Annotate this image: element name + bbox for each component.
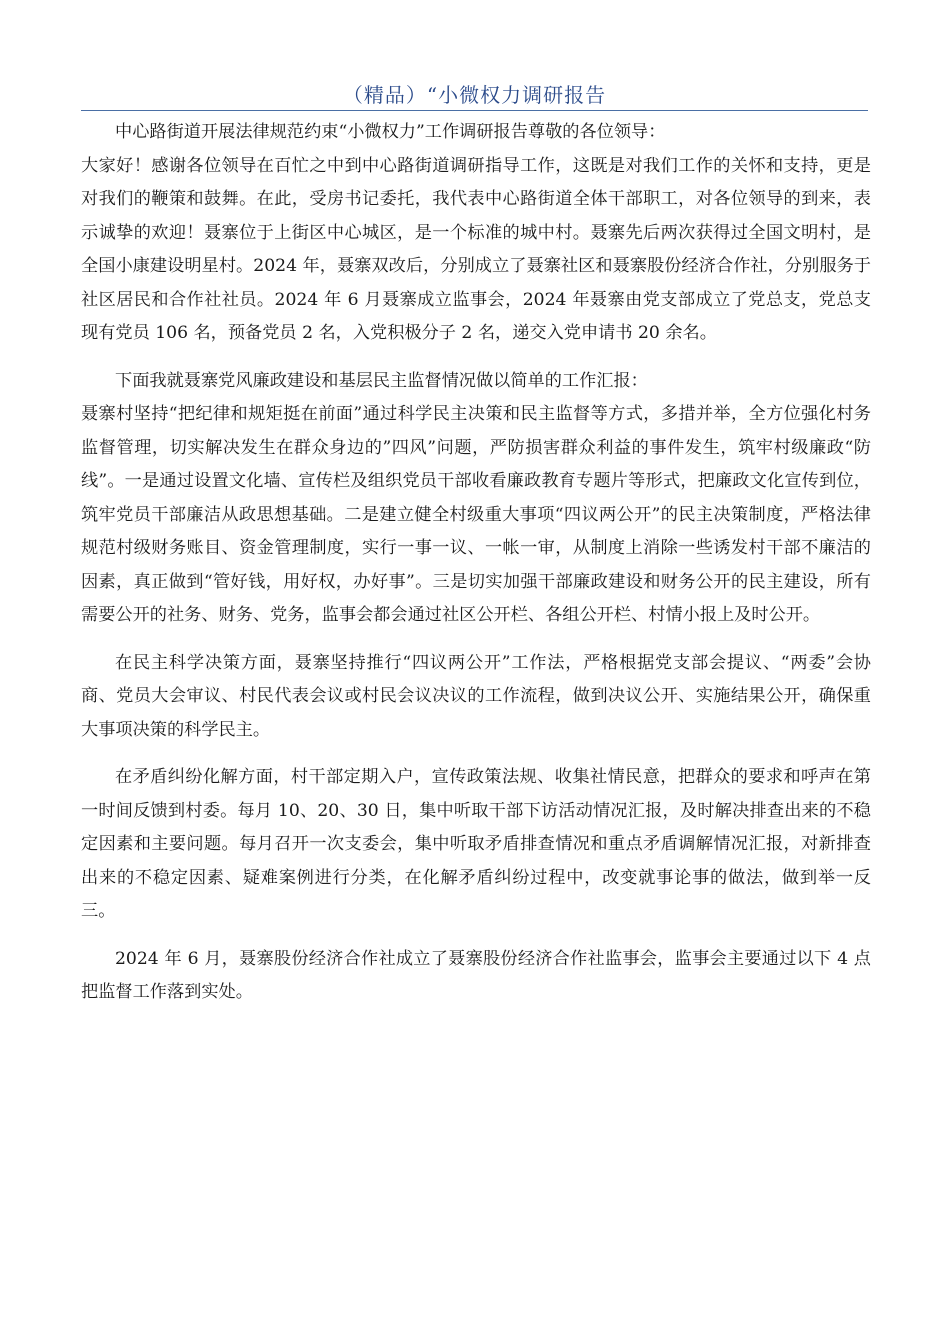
paragraph-report-intro: 下面我就聂寨党风廉政建设和基层民主监督情况做以简单的工作汇报： xyxy=(115,370,648,391)
document-header xyxy=(81,80,868,111)
paragraph-dispute-resolution: 在矛盾纠纷化解方面，村干部定期入户，宣传政策法规、收集社情民意，把群众的要求和呼声在第一时间反馈到村委。每月 10、20、30 日，集中听取干部下访活动情况汇报，及时解决排查出来的不稳定因素和主要问题。每月召开一次支委会，集中听取矛盾排查情况和重点矛盾调解情况汇报，对新排查出来的不稳定因素、疑难案例进行分类，在化解矛盾纠纷过程中，改变就事论事的做法，做到举一反三。 xyxy=(81,767,871,921)
paragraph-gap xyxy=(81,633,871,647)
document-title: （精品）“小微权力调研报告 xyxy=(342,83,607,107)
paragraph-gap xyxy=(81,747,871,761)
paragraph-welcome: 大家好！感谢各位领导在百忙之中到中心路街道调研指导工作，这既是对我们工作的关怀和支持，更是对我们的鞭策和鼓舞。在此，受房书记委托，我代表中心路街道全体干部职工，对各位领导的到来，表示诚挚的欢迎！聂寨位于上街区中心城区，是一个标准的城中村。聂寨先后两次获得过全国文明村，是全国小康建设明星村。2024 年，聂寨双改后，分别成立了聂寨社区和聂寨股份经济合作社，分别服务于社区居民和合作社社员。2024 年 6 月聂寨成立监事会，2024 年聂寨由党支部成立了党总支，党总支现有党员 106 名，预备党员 2 名，入党积极分子 2 名，递交入党申请书 20 余名。 xyxy=(81,155,871,343)
paragraph-discipline-measures: 聂寨村坚持“把纪律和规矩挺在前面”通过科学民主决策和民主监督等方式，多措并举，全方位强化村务监督管理，切实解决发生在群众身边的”四风”问题，严防损害群众利益的事件发生，筑牢村级廉政“防线”。一是通过设置文化墙、宣传栏及组织党员干部收看廉政教育专题片等形式，把廉政文化宣传到位，筑牢党员干部廉洁从政思想基础。二是建立健全村级重大事项“四议两公开”的民主决策制度，严格法律规范村级财务账目、资金管理制度，实行一事一议、一帐一审，从制度上消除一些诱发村干部不廉洁的因素，真正做到“管好钱，用好权，办好事”。三是切实加强干部廉政建设和财务公开的民主建设，所有需要公开的社务、财务、党务，监事会都会通过社区公开栏、各组公开栏、村情小报上及时公开。 xyxy=(81,404,871,625)
paragraph-gap xyxy=(81,929,871,943)
paragraph-democratic-decision: 在民主科学决策方面，聂寨坚持推行“四议两公开”工作法，严格根据党支部会提议、“两委”会协商、党员大会审议、村民代表会议或村民会议决议的工作流程，做到决议公开、实施结果公开，确保重大事项决策的科学民主。 xyxy=(81,652,871,740)
paragraph-gap xyxy=(81,351,871,365)
paragraph-salutation-line: 中心路街道开展法律规范约束“小微权力”工作调研报告尊敬的各位领导： xyxy=(115,122,666,142)
document-body xyxy=(81,116,871,1010)
paragraph-supervisory-board: 2024 年 6 月，聂寨股份经济合作社成立了聂寨股份经济合作社监事会，监事会主要通过以下 4 点把监督工作落到实处。 xyxy=(81,948,871,1002)
